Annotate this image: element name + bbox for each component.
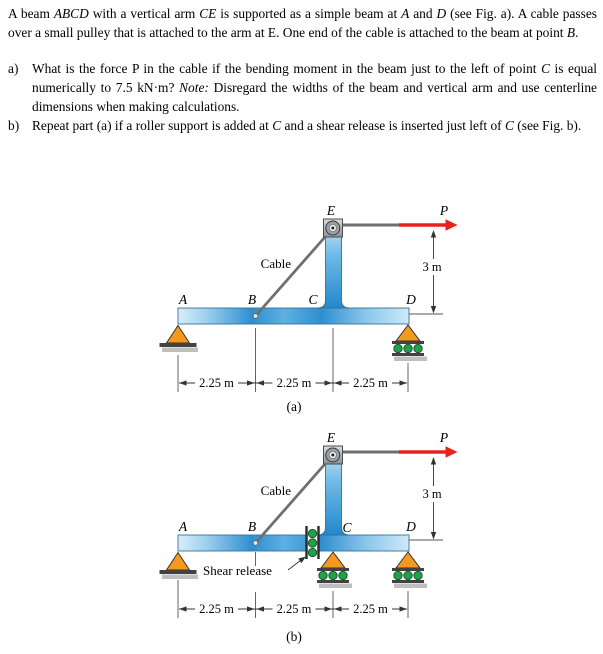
roller-support-d <box>392 552 427 588</box>
roller-bottom-bar <box>317 580 349 583</box>
cable-anchor-b <box>253 541 258 546</box>
force-arrow-p <box>399 446 458 458</box>
ground-bar <box>160 570 197 574</box>
roller-bottom-bar <box>392 580 424 583</box>
problem-statement <box>8 4 597 135</box>
roller-support-c <box>317 552 352 588</box>
span-dimension-line <box>179 376 407 391</box>
span-dim-bc: 2.25 m <box>276 602 312 616</box>
ground-shadow <box>319 584 352 589</box>
shear-release-rollers <box>308 529 316 556</box>
roller-top-bar <box>317 568 349 571</box>
figure-b-caption: (b) <box>286 629 302 644</box>
roller-triangle <box>396 552 420 568</box>
figure-a <box>0 195 603 425</box>
pulley <box>324 446 343 464</box>
point-label-a: A <box>178 519 188 534</box>
roller-bottom-bar <box>392 353 424 356</box>
point-label-b: B <box>247 519 257 534</box>
span-dim-bc: 2.25 m <box>276 376 312 390</box>
span-dim-cd: 2.25 m <box>353 602 388 616</box>
beam <box>178 535 409 551</box>
point-label-c: C <box>308 292 318 307</box>
roller-support-d <box>392 325 427 361</box>
beam <box>178 308 409 324</box>
roller-wheels <box>394 344 422 352</box>
question-text-b: Repeat part (a) if a roller support is added at C and a shear release is inserted just left of C (see Fig. b). <box>32 118 582 133</box>
pin-support-a <box>160 553 199 580</box>
pulley <box>324 219 343 237</box>
roller-top-bar <box>392 341 424 344</box>
force-arrow-p <box>399 219 458 231</box>
force-label-p: P <box>439 430 449 445</box>
question-item-a <box>8 59 597 116</box>
figure-a-caption: (a) <box>286 399 302 414</box>
height-dim-label: 3 m <box>422 260 442 274</box>
roller-triangle <box>396 325 420 341</box>
point-label-b: B <box>247 292 257 307</box>
point-label-d: D <box>406 292 416 307</box>
span-dim-cd: 2.25 m <box>353 376 388 390</box>
roller-triangle <box>321 552 345 568</box>
pin-triangle <box>167 553 190 571</box>
cable-diagonal <box>256 229 333 317</box>
force-label-p: P <box>439 203 449 218</box>
point-label-d: D <box>406 519 416 534</box>
shear-release-label: Shear release <box>203 563 272 578</box>
span-dim-ab: 2.25 m <box>199 376 234 390</box>
ground-shadow <box>394 584 427 589</box>
pin-triangle <box>167 326 190 344</box>
question-text-a: What is the force P in the cable if the bending moment in the beam just to the left of point C is equal numerically to 7.5 kN·m? Note: Disregard the widths of the beam and vertical arm and use centerline dimensions when making calculations. <box>32 61 598 114</box>
point-label-c: C <box>342 520 352 535</box>
roller-top-bar <box>392 568 424 571</box>
span-dimension-line <box>179 602 407 617</box>
span-dim-ab: 2.25 m <box>199 602 234 616</box>
figure-b <box>0 425 603 654</box>
ground-shadow <box>162 575 198 580</box>
cable-label: Cable <box>260 483 291 498</box>
ground-shadow <box>162 348 198 353</box>
cable-label: Cable <box>260 256 291 271</box>
height-dim-label: 3 m <box>422 487 442 501</box>
question-marker-b: b) <box>8 118 20 133</box>
pin-support-a <box>160 326 199 353</box>
pulley-hub <box>331 227 334 230</box>
question-item-b <box>8 116 597 135</box>
ground-shadow <box>394 357 427 362</box>
point-label-e: E <box>326 203 336 218</box>
cable-diagonal <box>256 456 333 544</box>
ground-bar <box>160 343 197 347</box>
pulley-hub <box>331 454 334 457</box>
point-label-e: E <box>326 430 336 445</box>
point-label-a: A <box>178 292 188 307</box>
cable-anchor-b <box>253 314 258 319</box>
question-marker-a: a) <box>8 61 19 76</box>
shear-release <box>307 526 319 559</box>
problem-intro: A beam ABCD with a vertical arm CE is supported as a simple beam at A and D (see Fig. a). A cable passes over a small pulley that is attached to the arm at E. One end of the cable is attached to the beam at point B. <box>8 6 598 40</box>
roller-wheels <box>319 571 347 579</box>
roller-wheels <box>394 571 422 579</box>
